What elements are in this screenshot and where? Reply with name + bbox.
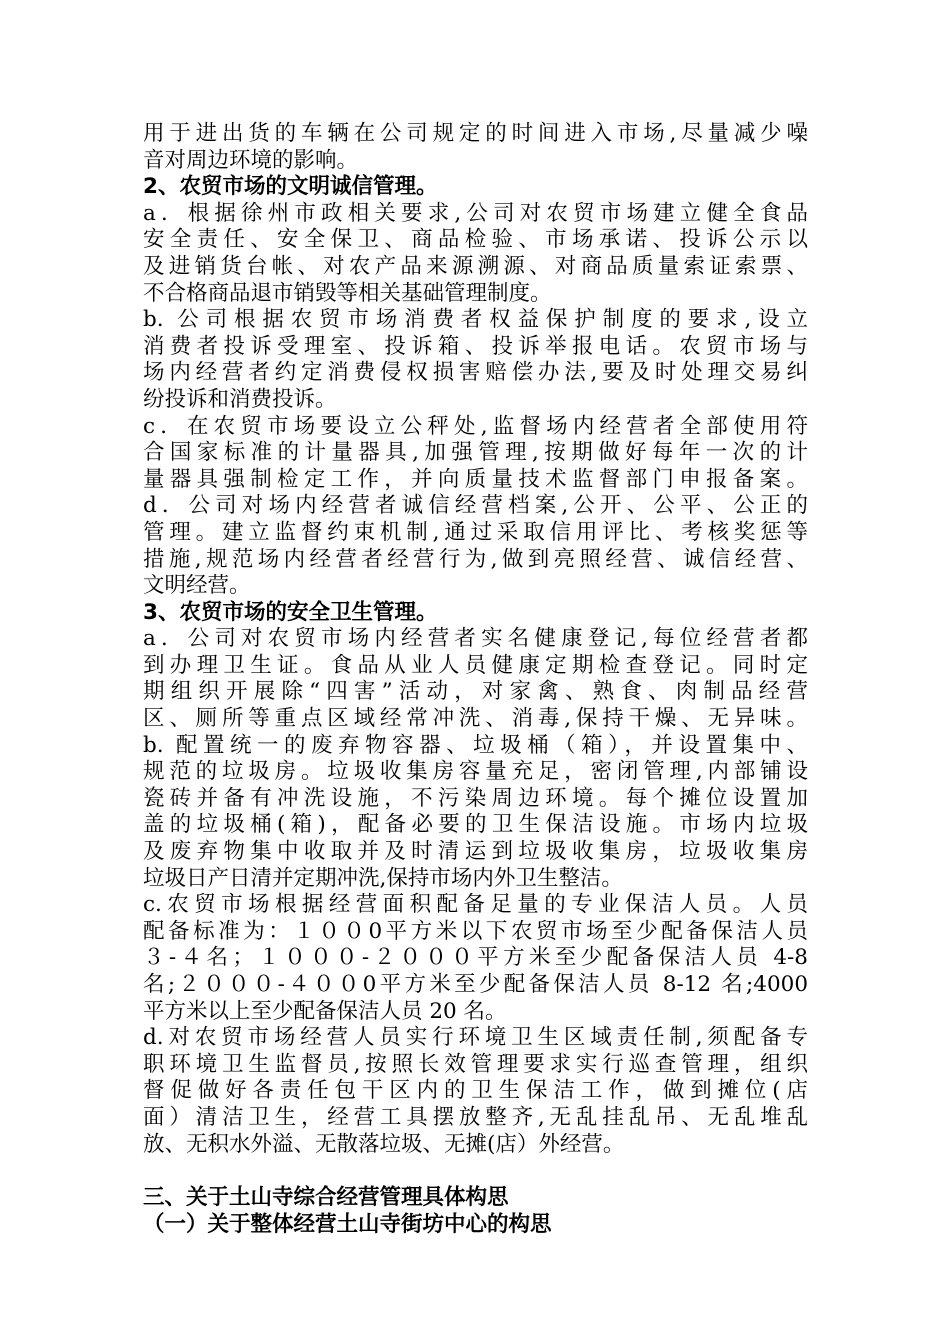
- body-line: 音对周边环境的影响。: [143, 147, 359, 173]
- body-line: 消费者投诉受理室、投诉箱、投诉举报电话。农贸市场与: [143, 333, 808, 359]
- body-line: 纷投诉和消费投诉。: [143, 386, 337, 412]
- body-line: a．公司对农贸市场内经营者实名健康登记,每位经营者都: [143, 626, 808, 652]
- body-line: 督促做好各责任包干区内的卫生保洁工作，做到摊位(店: [143, 1078, 808, 1104]
- body-line: a．根据徐州市政相关要求,公司对农贸市场建立健全食品: [143, 200, 808, 226]
- body-line: 规范的垃圾房。垃圾收集房容量充足，密闭管理,内部铺设: [143, 759, 808, 785]
- body-line: 垃圾日产日清并定期冲洗,保持市场内外卫生整洁。: [143, 865, 623, 891]
- paragraph-gap: [143, 1158, 808, 1185]
- body-line: 及进销货台帐、对农产品来源溯源、对商品质量索证索票、: [143, 253, 808, 279]
- chapter-heading: 三、关于土山寺综合经营管理具体构思: [143, 1185, 509, 1211]
- subsection-heading: （一）关于整体经营土山寺街坊中心的构思: [143, 1211, 552, 1237]
- section-heading: 3、农贸市场的安全卫生管理。: [143, 599, 438, 625]
- body-line: 管理。建立监督约束机制,通过采取信用评比、考核奖惩等: [143, 519, 808, 545]
- body-line: 瓷砖并备有冲洗设施，不污染周边环境。每个摊位设置加: [143, 785, 808, 811]
- body-line: 措施,规范场内经营者经营行为,做到亮照经营、诚信经营、: [143, 546, 808, 572]
- body-line: 放、无积水外溢、无散落垃圾、无摊(店）外经营。: [143, 1131, 625, 1157]
- body-line: 场内经营者约定消费侵权损害赔偿办法,要及时处理交易纠: [143, 360, 808, 386]
- body-line: b. 配置统一的废弃物容器、垃圾桶（箱），并设置集中、: [143, 732, 808, 758]
- body-line: 用于进出货的车辆在公司规定的时间进入市场,尽量减少噪: [143, 121, 808, 146]
- section-heading: 2、农贸市场的文明诚信管理。: [143, 174, 438, 200]
- body-line: 区、厕所等重点区域经常冲洗、消毒,保持干燥、无异味。: [143, 706, 808, 732]
- body-line: ３-４名；１０００-２０００平方米至少配备保洁人员 4-8: [143, 945, 808, 971]
- body-line: d.对农贸市场经营人员实行环境卫生区域责任制,须配备专: [143, 1025, 808, 1051]
- body-line: c．在农贸市场要设立公秤处,监督场内经营者全部使用符: [143, 413, 808, 439]
- body-line: 平方米以上至少配备保洁人员 20 名。: [143, 998, 507, 1024]
- body-line: 不合格商品退市销毁等相关基础管理制度。: [143, 280, 552, 306]
- body-line: 职环境卫生监督员,按照长效管理要求实行巡查管理，组织: [143, 1051, 808, 1077]
- body-line: 面）清洁卫生，经营工具摆放整齐,无乱挂乱吊、无乱堆乱: [143, 1104, 808, 1130]
- body-line: 合国家标准的计量器具,加强管理,按期做好每年一次的计: [143, 440, 808, 466]
- body-line: b. 公司根据农贸市场消费者权益保护制度的要求,设立: [143, 307, 808, 333]
- body-line: 量器具强制检定工作，并向质量技术监督部门申报备案。: [143, 466, 808, 492]
- body-line: c.农贸市场根据经营面积配备足量的专业保洁人员。人员: [143, 892, 808, 918]
- document-page: [143, 121, 808, 1238]
- body-line: 期组织开展除“四害”活动，对家禽、熟食、肉制品经营: [143, 679, 808, 705]
- body-line: d．公司对场内经营者诚信经营档案,公开、公平、公正的: [143, 493, 808, 519]
- body-line: 及废弃物集中收取并及时清运到垃圾收集房，垃圾收集房: [143, 839, 808, 865]
- body-line: 安全责任、安全保卫、商品检验、市场承诺、投诉公示以: [143, 227, 808, 253]
- body-line: 配备标准为：１００0平方米以下农贸市场至少配备保洁人员: [143, 918, 808, 944]
- body-line: 名;２０００-４００0平方米至少配备保洁人员 8-12 名;4000: [143, 972, 808, 997]
- body-line: 文明经营。: [143, 573, 251, 599]
- body-line: 到办理卫生证。食品从业人员健康定期检查登记。同时定: [143, 652, 808, 678]
- body-line: 盖的垃圾桶(箱)，配备必要的卫生保洁设施。市场内垃圾: [143, 812, 808, 838]
